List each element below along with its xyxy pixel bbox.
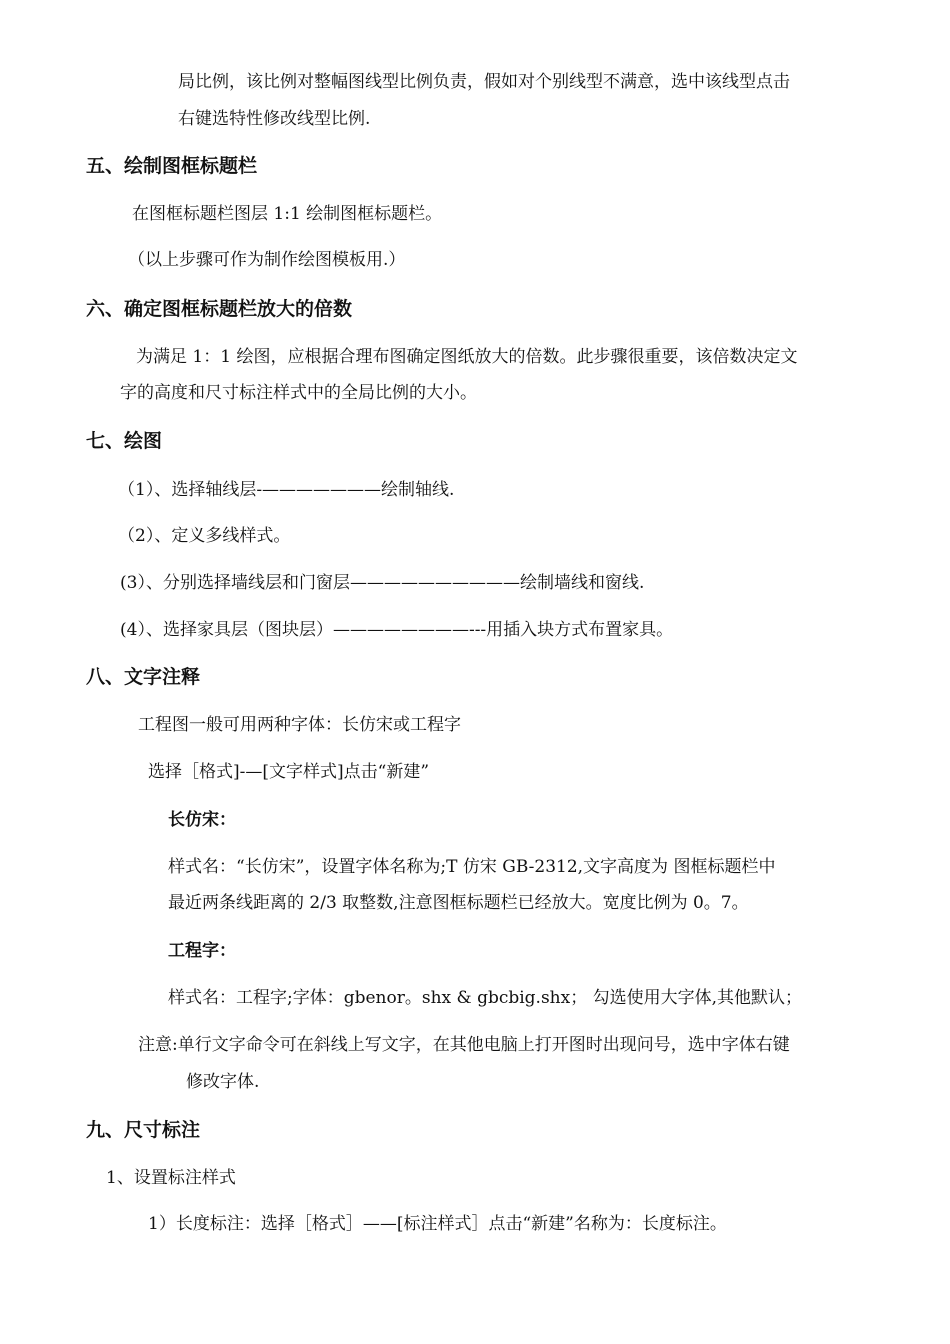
section-8-heading: 八、文字注释 xyxy=(86,666,201,688)
section-7-item-3: (3）、分别选择墙线层和门窗层——————————绘制墙线和窗线. xyxy=(120,573,645,593)
intro-line-2: 右键选特性修改线型比例. xyxy=(178,109,371,129)
section-7-heading: 七、绘图 xyxy=(86,430,163,452)
section-8-paragraph-1: 工程图一般可用两种字体：长仿宋或工程字 xyxy=(138,715,461,735)
section-5-paragraph-2: （以上步骤可作为制作绘图模板用.） xyxy=(128,250,406,270)
engineering-subheading: 工程字： xyxy=(168,941,236,961)
fangsong-subheading: 长仿宋： xyxy=(168,810,236,830)
note-line-1: 注意:单行文字命令可在斜线上写文字，在其他电脑上打开图时出现问号，选中字体右键 xyxy=(138,1035,790,1055)
engineering-line: 样式名：工程字;字体：gbenor。shx & gbcbig.shx； 勾选使用大字体,其他默认； xyxy=(168,988,803,1008)
section-7-item-2: （2）、定义多线样式。 xyxy=(118,526,291,546)
section-6-line-1: 为满足 1：1 绘图，应根据合理布图确定图纸放大的倍数。此步骤很重要，该倍数决定文 xyxy=(136,347,798,367)
section-9-heading: 九、尺寸标注 xyxy=(86,1119,201,1141)
section-5-heading: 五、绘制图框标题栏 xyxy=(86,155,258,177)
intro-line-1: 局比例，该比例对整幅图线型比例负责，假如对个别线型不满意，选中该线型点击 xyxy=(178,72,790,92)
section-5-paragraph-1: 在图框标题栏图层 1:1 绘制图框标题栏。 xyxy=(132,204,443,224)
section-6-heading: 六、确定图框标题栏放大的倍数 xyxy=(86,298,353,320)
section-9-subheading-1: 1、设置标注样式 xyxy=(106,1168,236,1188)
fangsong-line-1: 样式名：“长仿宋”，设置字体名称为;T 仿宋 GB-2312,文字高度为 图框标题栏中 xyxy=(168,857,776,877)
section-6-line-2: 字的高度和尺寸标注样式中的全局比例的大小。 xyxy=(120,383,477,403)
fangsong-line-2: 最近两条线距离的 2/3 取整数,注意图框标题栏已经放大。宽度比例为 0。7。 xyxy=(168,893,749,913)
section-9-item-1: 1）长度标注：选择［格式］——[标注样式］点击“新建”名称为：长度标注。 xyxy=(148,1214,727,1234)
note-line-2: 修改字体. xyxy=(186,1072,260,1092)
section-7-item-4: (4）、选择家具层（图块层）————————---用插入块方式布置家具。 xyxy=(120,620,674,640)
section-8-paragraph-2: 选择［格式]-—[文字样式]点击“新建” xyxy=(148,762,430,782)
section-7-item-1: （1）、选择轴线层-———————绘制轴线. xyxy=(118,480,455,500)
